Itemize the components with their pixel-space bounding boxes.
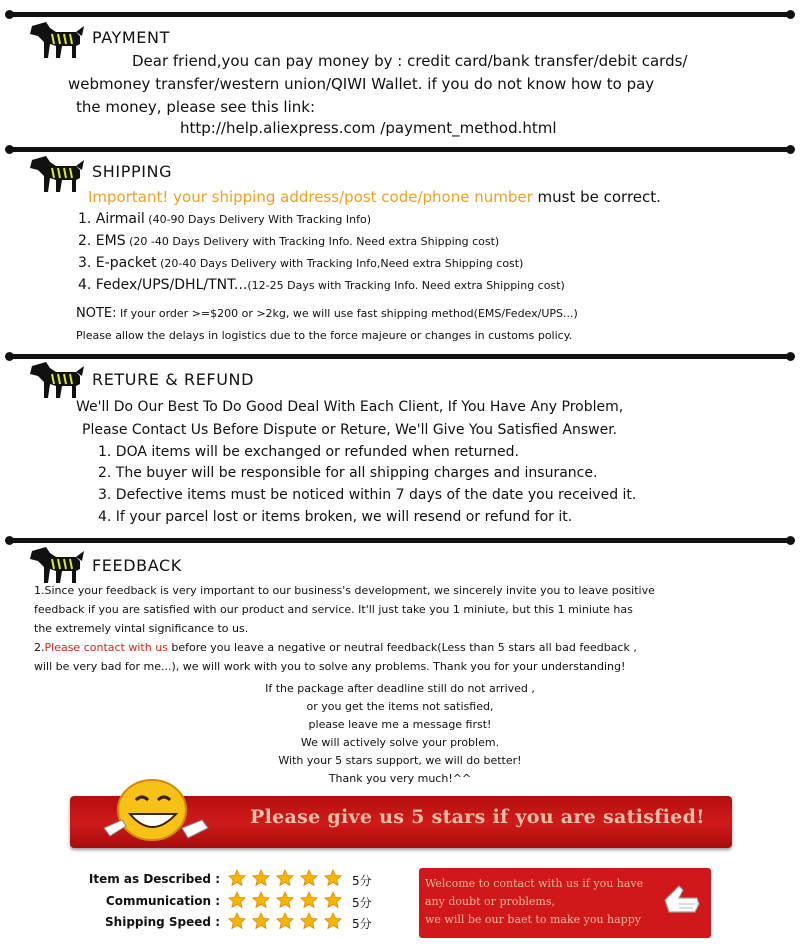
star-icon <box>253 913 269 928</box>
feedback-p2 <box>34 641 637 654</box>
payment-line: Dear friend,you can pay money by : credit card/bank transfer/debit cards/ <box>132 52 688 70</box>
refund-title: RETURE & REFUND <box>92 370 255 389</box>
feedback-title: FEEDBACK <box>92 556 182 575</box>
feedback-center-line: We will actively solve your problem. <box>300 736 500 749</box>
refund-item: 4. If your parcel lost or items broken, we will resend or refund for it. <box>98 509 573 525</box>
shipping-title: SHIPPING <box>92 162 173 181</box>
p2-prefix: 2. <box>34 641 45 654</box>
contact-line: any doubt or problems, <box>425 895 556 908</box>
shipping-item <box>78 255 523 271</box>
star-icon <box>325 913 341 928</box>
rating-score: 5分 <box>352 896 372 910</box>
shipping-note-line2: Please allow the delays in logistics due to the force majeure or changes in customs policy. <box>76 329 573 342</box>
star-icon <box>253 892 269 907</box>
star-icon <box>277 870 293 885</box>
rating-label: Communication : <box>105 894 220 908</box>
shipping-important <box>88 188 661 206</box>
contact-line: we will be our baet to make you happy <box>425 913 641 926</box>
feedback-p2-line2: will be very bad for me...), we will work with you to solve any problems. Thank you for your understanding! <box>34 660 626 673</box>
star-icon <box>301 913 317 928</box>
star-icon <box>253 870 269 885</box>
feedback-center-line: or you get the items not satisfied, <box>306 700 494 713</box>
important-rest: must be correct. <box>532 188 661 206</box>
star-icon <box>229 913 245 928</box>
shipping-item-detail: (20-40 Days Delivery with Tracking Info,Need extra Shipping cost) <box>156 257 524 270</box>
feedback-center-line: Thank you very much!^^ <box>328 772 472 785</box>
refund-intro: Please Contact Us Before Dispute or Reture, We'll Give You Satisfied Answer. <box>82 422 618 438</box>
shipping-item <box>78 277 565 293</box>
feedback-center-line: please leave me a message first! <box>308 718 492 731</box>
feedback-p1-line: the extremely vintal significance to us. <box>34 622 249 635</box>
feedback-p1-line: feedback if you are satisfied with our product and service. It'll just take you 1 miniute, but this 1 miniute has <box>34 603 633 616</box>
shipping-item-label: 3. E-packet <box>78 255 157 271</box>
star-icon <box>301 892 317 907</box>
banner-text: Please give us 5 stars if you are satisfied! <box>250 806 705 828</box>
p2-rest: before you leave a negative or neutral feedback(Less than 5 stars all bad feedback , <box>167 641 637 654</box>
star-icon <box>325 870 341 885</box>
star-icon <box>325 892 341 907</box>
thumbs-up-hand-icon <box>655 878 705 918</box>
refund-item: 3. Defective items must be noticed within 7 days of the date you received it. <box>98 487 637 503</box>
shipping-item-label: 2. EMS <box>78 233 126 249</box>
rating-score: 5分 <box>352 874 372 888</box>
rating-label: Item as Described : <box>88 872 220 886</box>
payment-title: PAYMENT <box>92 28 170 47</box>
contact-us-highlight: Please contact with us <box>44 641 168 654</box>
section-divider <box>8 147 792 152</box>
star-icon <box>277 913 293 928</box>
zebra-icon <box>26 362 84 398</box>
feedback-center-line: If the package after deadline still do not arrived , <box>265 682 535 695</box>
refund-item: 1. DOA items will be exchanged or refunded when returned. <box>98 444 519 460</box>
refund-item: 2. The buyer will be responsible for all shipping charges and insurance. <box>98 465 598 481</box>
shipping-item-detail: (20 -40 Days Delivery with Tracking Info. Need extra Shipping cost) <box>125 235 500 248</box>
note-label: NOTE: <box>76 306 117 321</box>
star-icon <box>229 870 245 885</box>
payment-line: webmoney transfer/western union/QIWI Wallet. if you do not know how to pay <box>68 75 655 93</box>
contact-line: Welcome to contact with us if you have <box>425 877 644 890</box>
star-icon <box>277 892 293 907</box>
rating-stars <box>228 912 348 930</box>
section-divider <box>8 538 792 543</box>
shipping-item-detail: (12-25 Days with Tracking Info. Need extra Shipping cost) <box>247 279 565 292</box>
feedback-center-line: With your 5 stars support, we will do better! <box>278 754 522 767</box>
rating-stars <box>228 869 348 887</box>
zebra-icon <box>26 156 84 192</box>
important-highlight: Important! your shipping address/post code/phone number <box>88 188 533 206</box>
star-icon <box>229 892 245 907</box>
payment-line: the money, please see this link: <box>76 98 316 116</box>
rating-stars <box>228 891 348 909</box>
section-divider <box>8 12 792 17</box>
shipping-item <box>78 211 371 227</box>
smiley-thumbs-up-icon <box>90 770 230 860</box>
section-divider <box>8 354 792 359</box>
shipping-item <box>78 233 499 249</box>
feedback-p1-line: 1.Since your feedback is very important to our business's development, we sincerely invite you to leave positive <box>34 584 655 597</box>
shipping-item-label: 1. Airmail <box>78 211 145 227</box>
shipping-item-detail: (40-90 Days Delivery With Tracking Info) <box>144 213 372 226</box>
star-icon <box>301 870 317 885</box>
zebra-icon <box>26 22 84 58</box>
rating-label: Shipping Speed : <box>105 915 220 929</box>
payment-link[interactable]: http://help.aliexpress.com /payment_method.html <box>180 119 557 137</box>
rating-score: 5分 <box>352 917 372 931</box>
note-text: If your order >=$200 or >2kg, we will use fast shipping method(EMS/Fedex/UPS...) <box>116 307 578 320</box>
shipping-note <box>76 306 578 321</box>
zebra-icon <box>26 547 84 583</box>
refund-intro: We'll Do Our Best To Do Good Deal With Each Client, If You Have Any Problem, <box>76 399 624 415</box>
shipping-item-label: 4. Fedex/UPS/DHL/TNT... <box>78 277 248 293</box>
